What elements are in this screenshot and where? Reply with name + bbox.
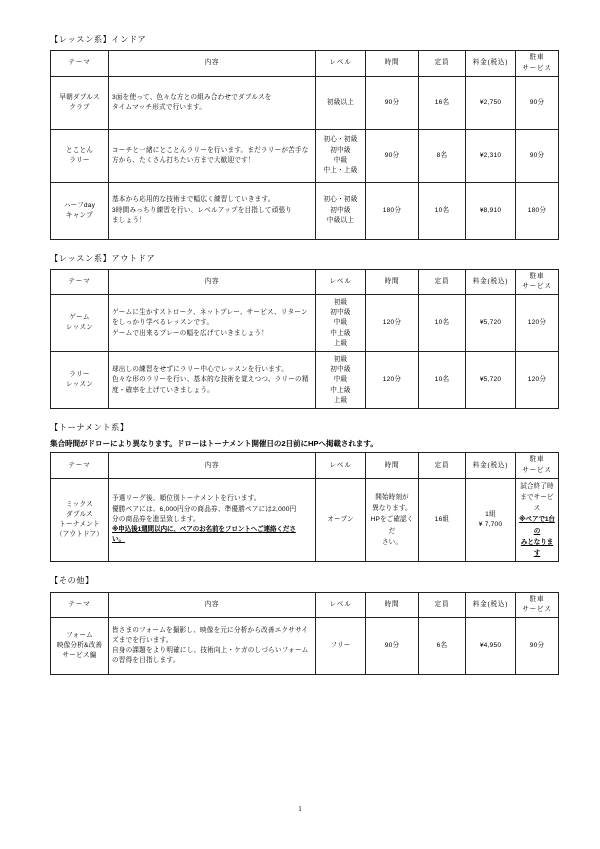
text-line: レッスン [65, 381, 94, 389]
text-line: ミックス [66, 500, 93, 508]
cell-capacity [419, 76, 466, 129]
cell-level [316, 617, 366, 674]
header-parking-line2: サービス [522, 283, 552, 291]
header-parking [516, 592, 559, 617]
text-line: 10名 [434, 206, 450, 214]
header-price: 料金(税込) [466, 592, 516, 617]
cell-capacity [419, 352, 466, 409]
text-line: 90分 [529, 641, 545, 649]
header-theme: テーマ [51, 453, 109, 478]
cell-time [366, 617, 419, 674]
cell-theme [51, 295, 109, 352]
table-header-row [51, 592, 559, 617]
header-parking-line1: 駐車 [529, 595, 545, 603]
cell-price [466, 478, 516, 561]
text-line: 90分 [529, 151, 545, 159]
header-content: 内容 [109, 592, 316, 617]
text-line: 90分 [384, 641, 400, 649]
header-capacity: 定員 [419, 592, 466, 617]
header-price: 料金(税込) [466, 270, 516, 295]
text-line: 初級以上 [326, 98, 355, 106]
cell-theme [51, 182, 109, 239]
text-line: 10名 [434, 319, 450, 327]
header-parking-line1: 駐車 [529, 456, 545, 464]
text-line: 度・確率を上げていきましょう。 [112, 386, 214, 394]
text-line: ゲームに生かすストローク、ネットプレー、サービス、リターン [112, 309, 308, 317]
text-line: 分の商品券を進呈致します。 [112, 515, 200, 523]
text-line: 皆さまのフォームを撮影し、映像を元に分析から改善エクササイ [112, 626, 309, 634]
page-number: 1 [298, 805, 302, 813]
text-line: 中上・上級 [323, 166, 358, 174]
text-line: ¥4,950 [479, 641, 502, 649]
header-parking-line2: サービス [522, 64, 552, 72]
text-line: ※申込後1週間以内に、ペアのお名前をフロントへご連絡くださ [112, 526, 296, 534]
cell-capacity [419, 295, 466, 352]
text-line: 90分 [384, 151, 400, 159]
text-line: ましょう！ [112, 216, 146, 224]
header-price: 料金(税込) [466, 51, 516, 76]
text-line: 自身の課題をより明確にし、技術向上・ケガのしづらいフォーム [112, 646, 309, 654]
header-content: 内容 [109, 270, 316, 295]
text-line: HPをご確認くだ [370, 516, 414, 535]
text-line: 初中級 [330, 146, 351, 154]
header-time: 時間 [366, 592, 419, 617]
section-heading: 【レッスン系】アウトドア [50, 253, 156, 263]
text-line: クラブ [69, 103, 90, 111]
text-line: ¥2,750 [479, 98, 502, 106]
header-parking-line2: サービス [522, 605, 552, 613]
table-header-row [51, 51, 559, 76]
cell-content [109, 295, 316, 352]
table-row [51, 295, 559, 352]
schedule-table [50, 452, 559, 562]
cell-time [366, 182, 419, 239]
text-line: ¥5,720 [479, 319, 502, 327]
text-line: までサービス [520, 494, 554, 513]
cell-parking [516, 478, 559, 561]
header-level: レベル [316, 592, 366, 617]
text-line: 90分 [529, 98, 545, 106]
table-row [51, 129, 559, 182]
text-line: 120分 [382, 319, 402, 327]
cell-time [366, 478, 419, 561]
header-level: レベル [316, 270, 366, 295]
header-parking-line1: 駐車 [529, 54, 545, 62]
text-line: 中級以上 [326, 216, 355, 224]
text-line: 色々な形のラリーを行い、基本的な技術を覚えつつ、ラリーの精 [112, 376, 309, 384]
text-line: の習得を目指します。 [112, 657, 180, 665]
text-line: （アウトドア） [55, 531, 104, 539]
cell-time [366, 129, 419, 182]
text-line: キャンプ [65, 211, 94, 219]
header-capacity: 定員 [419, 270, 466, 295]
table-row [51, 76, 559, 129]
table-row [51, 617, 559, 674]
section-heading: 【トーナメント系】 [50, 423, 129, 433]
cell-capacity [419, 617, 466, 674]
text-line: 6名 [436, 641, 448, 649]
header-parking [516, 270, 559, 295]
header-time: 時間 [366, 51, 419, 76]
cell-parking [516, 295, 559, 352]
cell-content [109, 129, 316, 182]
text-line: 上級 [333, 396, 348, 404]
text-line: レッスン [65, 324, 94, 332]
cell-time [366, 295, 419, 352]
cell-capacity [419, 129, 466, 182]
text-line: 16組 [434, 515, 450, 523]
cell-theme [51, 76, 109, 129]
text-line: ハーフday [63, 201, 96, 209]
text-line: ラリー [69, 156, 90, 164]
text-line: 8名 [436, 151, 448, 159]
text-line: 初中級 [330, 366, 351, 374]
header-theme: テーマ [51, 592, 109, 617]
text-line: ¥2,310 [479, 151, 502, 159]
cell-level [316, 182, 366, 239]
cell-theme [51, 617, 109, 674]
section [50, 575, 558, 675]
text-line: ¥8,910 [479, 206, 502, 214]
header-content: 内容 [109, 453, 316, 478]
section-heading: 【レッスン系】インドア [50, 35, 147, 44]
text-line: 10名 [434, 376, 450, 384]
text-line: 初中級 [330, 206, 351, 214]
text-line: 異なります。 [372, 505, 412, 513]
cell-parking [516, 76, 559, 129]
cell-price [466, 352, 516, 409]
header-parking [516, 453, 559, 478]
table-header-row [51, 453, 559, 478]
cell-time [366, 352, 419, 409]
text-line: 優勝ペアには、6,000円分の商品券、準優勝ペアには2,000円 [112, 505, 297, 513]
text-line: 初心・初級 [323, 136, 358, 144]
cell-time [366, 76, 419, 129]
text-line: オープン [327, 515, 354, 523]
header-theme: テーマ [51, 270, 109, 295]
text-line: 基本から応用的な技術まで幅広く練習していきます。 [112, 196, 275, 204]
sections-container [50, 34, 558, 675]
text-line: さい。 [381, 538, 403, 546]
header-content: 内容 [109, 51, 316, 76]
text-line: 中上級 [330, 329, 351, 337]
cell-parking [516, 617, 559, 674]
text-line: 初心・初級 [323, 196, 358, 204]
table-row [51, 478, 559, 561]
header-level: レベル [316, 453, 366, 478]
text-line: ダブルス [66, 510, 93, 518]
header-price: 料金(税込) [466, 453, 516, 478]
schedule-table [50, 592, 559, 675]
cell-content [109, 478, 316, 561]
header-parking [516, 51, 559, 76]
text-line: をしっかり学べるレッスンです。 [112, 319, 214, 327]
text-line: 初中級 [330, 309, 351, 317]
table-header-row [51, 270, 559, 295]
text-line: 早朝ダブルス [59, 93, 100, 101]
text-line: 初級 [333, 298, 348, 306]
header-capacity: 定員 [419, 453, 466, 478]
cell-level [316, 129, 366, 182]
text-line: 中級 [333, 376, 348, 384]
text-line: 1組 [485, 510, 496, 518]
header-time: 時間 [366, 270, 419, 295]
table-row [51, 182, 559, 239]
cell-parking [516, 129, 559, 182]
header-capacity: 定員 [419, 51, 466, 76]
text-line: 180分 [527, 206, 547, 214]
text-line: タイムマッチ形式で行います。 [112, 103, 207, 111]
schedule-table [50, 269, 559, 409]
cell-level [316, 295, 366, 352]
header-parking-line2: サービス [522, 466, 552, 474]
text-line: 120分 [382, 376, 402, 384]
cell-content [109, 352, 316, 409]
text-line: 120分 [527, 376, 547, 384]
text-line: 中上級 [330, 386, 351, 394]
cell-price [466, 182, 516, 239]
text-line: い。 [112, 536, 125, 544]
text-line: ¥ 7,700 [478, 521, 503, 529]
cell-level [316, 76, 366, 129]
text-line: ゲーム [69, 314, 90, 322]
cell-parking [516, 352, 559, 409]
cell-capacity [419, 478, 466, 561]
cell-capacity [419, 182, 466, 239]
cell-level [316, 352, 366, 409]
text-line: トーナメント [59, 521, 100, 529]
text-line: 3時間みっちり練習を行い、レベルアップを目指して頑張り [112, 206, 293, 214]
text-line: 中級 [333, 156, 348, 164]
cell-theme [51, 129, 109, 182]
text-line: サービス編 [62, 652, 97, 660]
section-note: 集合時間がドローにより異なります。ドローはトーナメント開催日の2日前にHPへ掲載されます。 [50, 438, 378, 448]
text-line: フリー [330, 641, 351, 649]
cell-level [316, 478, 366, 561]
cell-content [109, 76, 316, 129]
cell-theme [51, 478, 109, 561]
text-line: ラリー [69, 371, 90, 379]
text-line: 方から、たくさん打ちたい方まで大歓迎です！ [112, 156, 255, 164]
text-line: みとなります [520, 538, 554, 558]
text-line: 予選リーグ後、順位別トーナメントを行います。 [112, 495, 261, 503]
text-line: 90分 [384, 98, 400, 106]
table-row [51, 352, 559, 409]
section [50, 253, 558, 410]
text-line: ¥5,720 [479, 376, 502, 384]
cell-price [466, 295, 516, 352]
header-parking-line1: 駐車 [529, 273, 545, 281]
cell-parking [516, 182, 559, 239]
cell-content [109, 617, 316, 674]
schedule-table [50, 50, 559, 239]
cell-theme [51, 352, 109, 409]
header-theme: テーマ [51, 51, 109, 76]
section [50, 422, 558, 562]
cell-price [466, 129, 516, 182]
text-line: ※ペアで1台の [519, 516, 555, 535]
section [50, 34, 558, 240]
header-time: 時間 [366, 453, 419, 478]
text-line: コーチと一緒にとことんラリーを行います。まだラリーが苦手な [112, 146, 309, 154]
text-line: 120分 [527, 319, 547, 327]
text-line: 試合終了時 [520, 482, 554, 490]
text-line: 開始時刻が [375, 494, 409, 502]
text-line: ゲームで出来るプレーの幅を広げていきましょう！ [112, 329, 268, 337]
cell-content [109, 182, 316, 239]
text-line: 初級 [333, 355, 348, 363]
text-line: 16名 [434, 98, 450, 106]
text-line: 180分 [382, 206, 402, 214]
text-line: とことん [65, 146, 94, 154]
section-heading: 【その他】 [50, 576, 94, 586]
text-line: 球出しの練習をせずにラリー中心でレッスンを行います。 [112, 366, 289, 374]
text-line: フォーム [66, 631, 93, 639]
text-line: ズまでを行います。 [112, 636, 173, 644]
header-level: レベル [316, 51, 366, 76]
text-line: 上級 [333, 339, 348, 347]
text-line: 3面を使って、色々な方との組み合わせでダブルスを [112, 93, 272, 101]
text-line: 映像分析&改善 [56, 641, 103, 649]
cell-price [466, 617, 516, 674]
cell-price [466, 76, 516, 129]
text-line: 中級 [333, 319, 348, 327]
